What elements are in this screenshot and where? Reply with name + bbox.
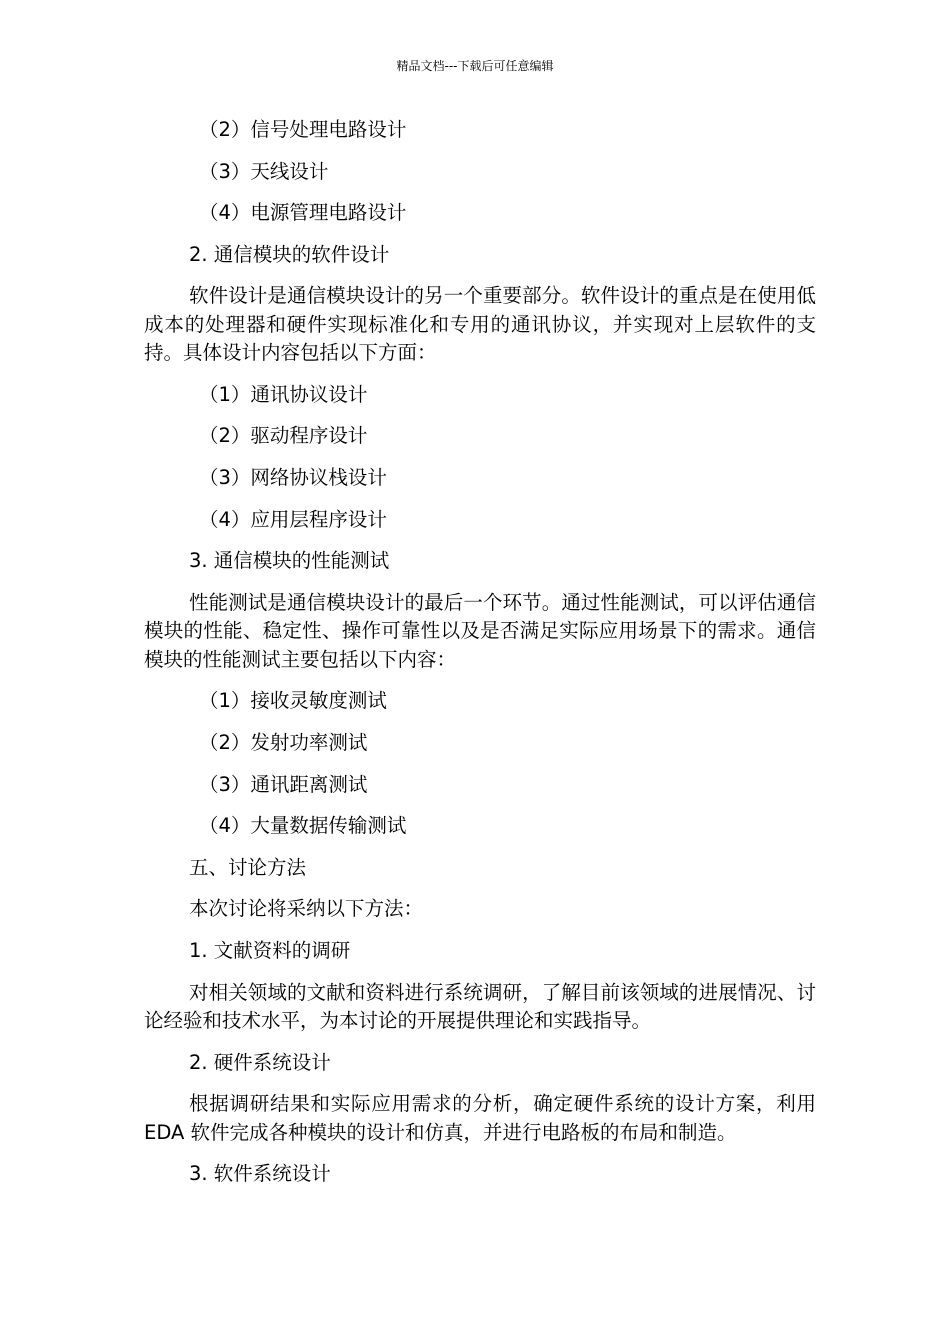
list-item: （3）天线设计 <box>199 159 329 183</box>
section-heading: 2. 通信模块的软件设计 <box>189 242 390 266</box>
list-item: （2）信号处理电路设计 <box>199 118 407 141</box>
list-item: （3）通讯距离测试 <box>199 772 368 796</box>
section-heading: 3. 通信模块的性能测试 <box>189 549 390 573</box>
list-item: （3）网络协议栈设计 <box>199 466 387 490</box>
section-heading: 3. 软件系统设计 <box>189 1162 331 1186</box>
paragraph: 根据调研结果和实际应用需求的分析，确定硬件系统的设计方案，利用 EDA 软件完成各种模块的设计和仿真，并进行电路板的布局和制造。 <box>144 1092 816 1144</box>
intro-line: 本次讨论将采纳以下方法： <box>189 897 424 921</box>
document-body <box>144 114 816 1200</box>
list-item: （2）发射功率测试 <box>199 730 368 754</box>
list-item: （4）应用层程序设计 <box>199 507 387 531</box>
page-header: 精品文档---下载后可任意编辑 <box>396 59 554 73</box>
section-heading: 2. 硬件系统设计 <box>189 1050 331 1074</box>
chapter-heading: 五、讨论方法 <box>189 855 307 879</box>
list-item: （1）通讯协议设计 <box>199 382 368 406</box>
paragraph: 软件设计是通信模块设计的另一个重要部分。软件设计的重点是在使用低成本的处理器和硬件实现标准化和专用的通讯协议，并实现对上层软件的支持。具体设计内容包括以下方面： <box>144 284 816 365</box>
list-item: （2）驱动程序设计 <box>199 424 368 448</box>
section-heading: 1. 文献资料的调研 <box>189 938 351 962</box>
paragraph: 对相关领域的文献和资料进行系统调研，了解目前该领域的进展情况、讨论经验和技术水平，为本讨论的开展提供理论和实践指导。 <box>144 980 816 1032</box>
list-item: （4）大量数据传输测试 <box>199 814 407 838</box>
paragraph: 性能测试是通信模块设计的最后一个环节。通过性能测试，可以评估通信模块的性能、稳定性、操作可靠性以及是否满足实际应用场景下的需求。通信模块的性能测试主要包括以下内容： <box>144 590 816 671</box>
list-item: （4）电源管理电路设计 <box>199 201 407 225</box>
list-item: （1）接收灵敏度测试 <box>199 689 387 713</box>
